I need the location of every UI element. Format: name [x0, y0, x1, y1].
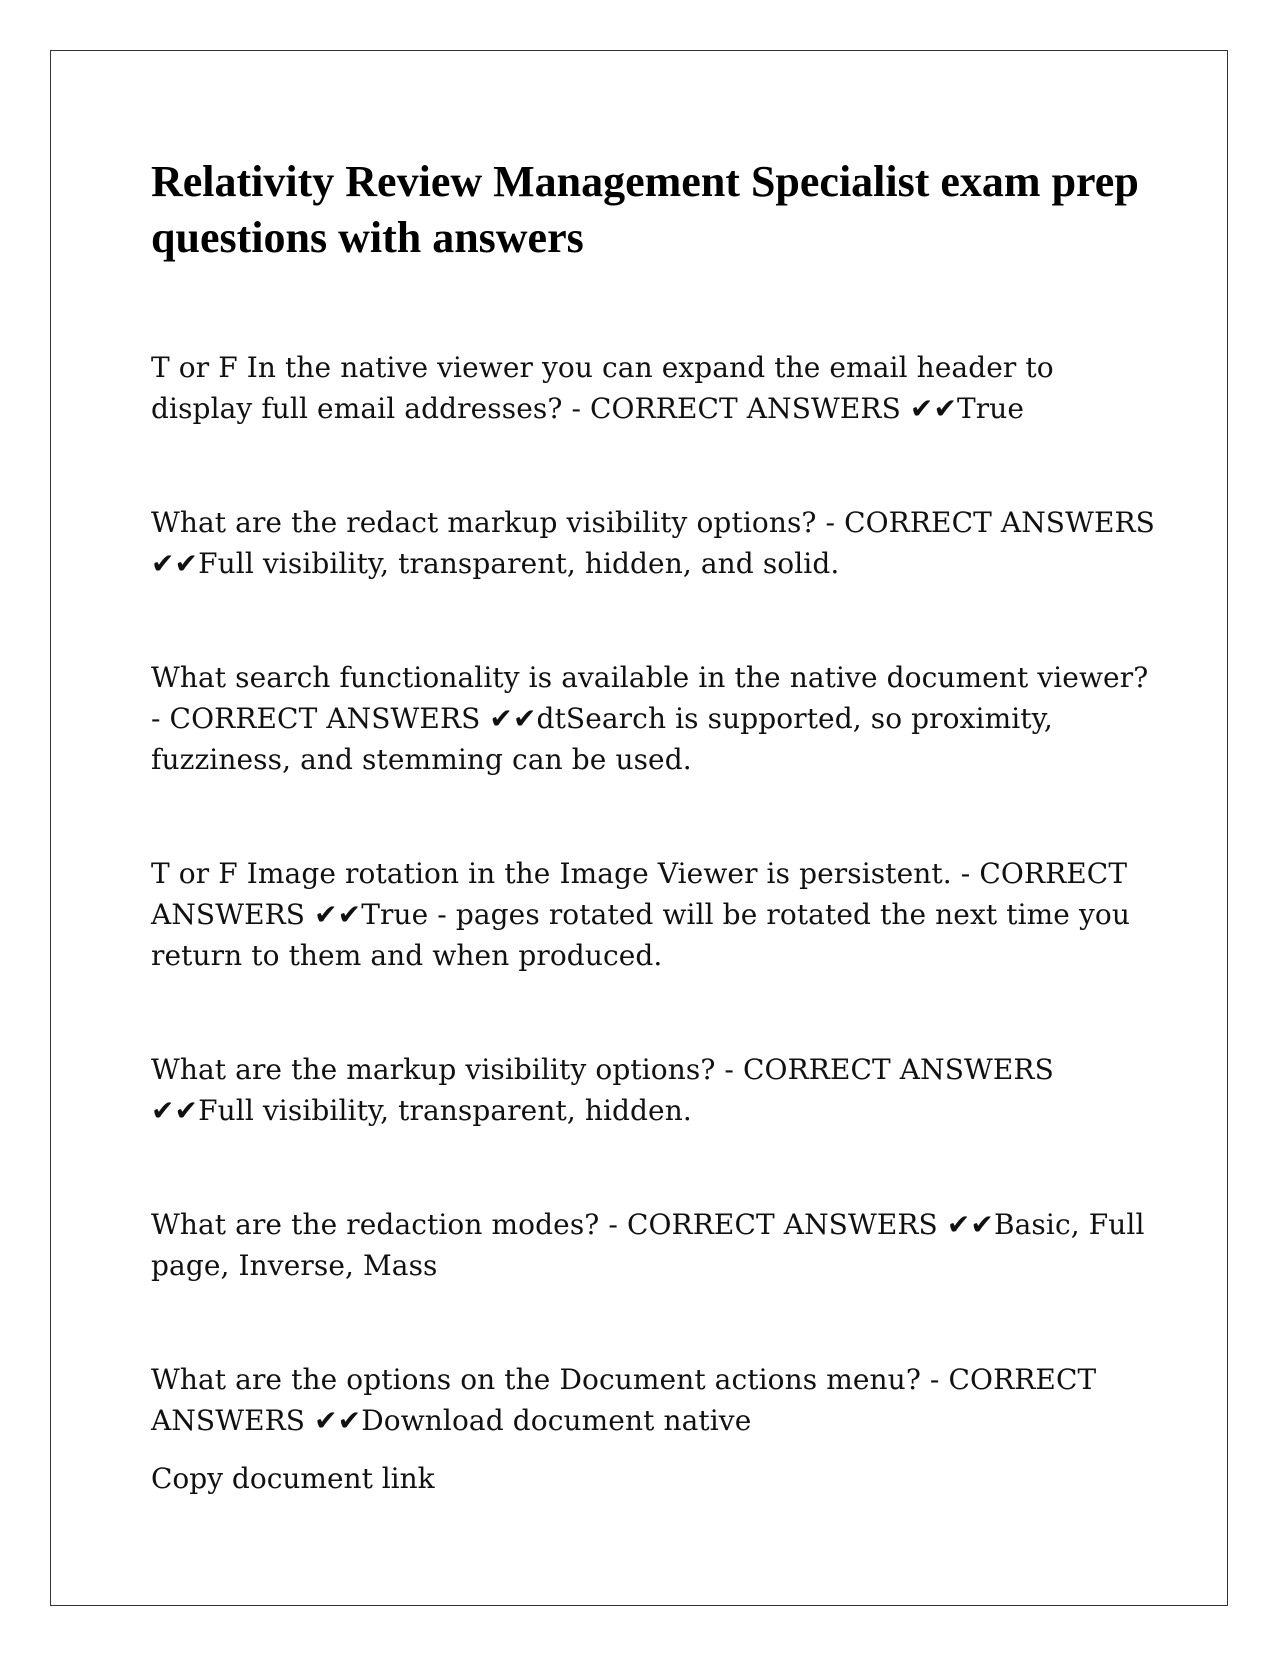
page-title: Relativity Review Management Specialist exam prep questions with answers — [151, 157, 1139, 262]
qa-item: What are the redaction modes? - CORRECT ANSWERS ✔✔Basic, Full page, Inverse, Mass — [151, 1208, 1145, 1282]
qa-item: What are the options on the Document actions menu? - CORRECT ANSWERS ✔✔Download document native — [151, 1363, 1097, 1437]
qa-item: What are the redact markup visibility options? - CORRECT ANSWERS ✔✔Full visibility, transparent, hidden, and solid. — [151, 506, 1155, 580]
answer-continuation-line: Copy document link — [151, 1462, 435, 1495]
qa-list — [151, 347, 1161, 1499]
document-content — [151, 154, 1161, 1499]
qa-item: T or F In the native viewer you can expand the email header to display full email addresses? - CORRECT ANSWERS ✔✔True — [151, 351, 1054, 425]
qa-item: What are the markup visibility options? - CORRECT ANSWERS ✔✔Full visibility, transparent, hidden. — [151, 1053, 1054, 1127]
qa-item: T or F Image rotation in the Image Viewer is persistent. - CORRECT ANSWERS ✔✔True - pages rotated will be rotated the next time you return to them and when produced. — [151, 857, 1130, 972]
document-page — [50, 50, 1228, 1606]
qa-item: What search functionality is available in the native document viewer? - CORRECT ANSWERS ✔✔dtSearch is supported, so proximity, fuzziness, and stemming can be used. — [151, 661, 1149, 776]
